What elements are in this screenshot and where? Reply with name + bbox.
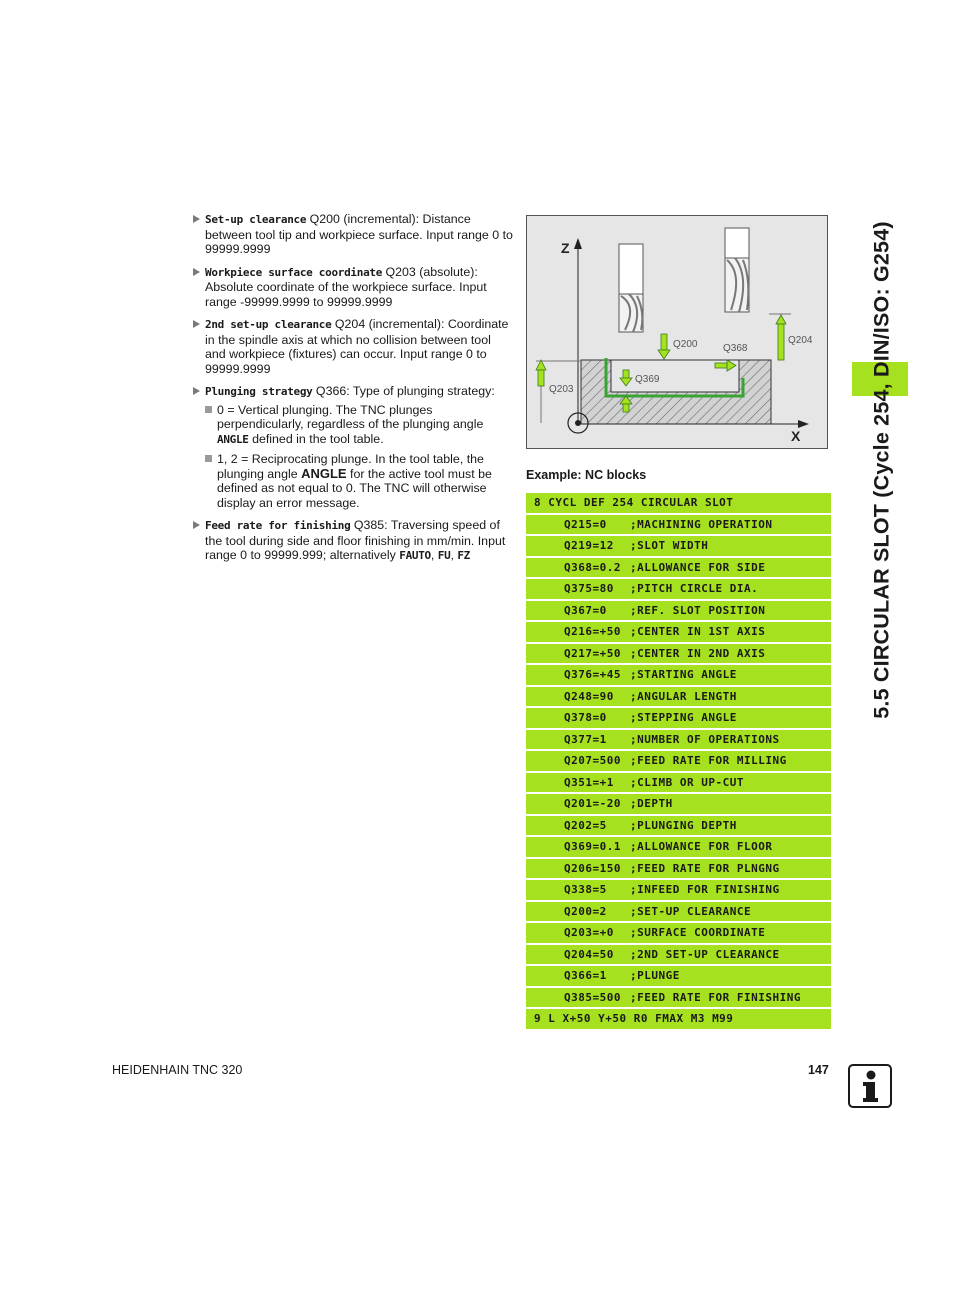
nc-row [526,751,831,771]
nc-comment: ;STEPPING ANGLE [630,711,737,724]
q204-label: Q204 [788,335,813,346]
nc-row [526,988,831,1008]
nc-param: Q200=2 [564,904,607,918]
param-description: Q204 (incremental): Coordinate in the spindle axis at which no collision between tool and workpiece (fixtures) can occur. Input range 0 to 99999.9999 [205,317,509,376]
sub-item-text: for the active tool must be defined as not equal to 0. The TNC will otherwise display an error message. [217,466,492,510]
nc-param: Q338=5 [564,883,607,896]
param-item-q366 [193,384,513,400]
param-description: Q385: Traversing speed of the tool during side and floor finishing in mm/min. Input range 0 to 99999.999; alternatively [205,518,506,562]
nc-row-first [526,493,831,513]
param-item-q203 [193,265,513,310]
nc-row [526,794,831,814]
triangle-bullet-icon [193,320,200,328]
nc-comment: ;ANGULAR LENGTH [630,689,737,703]
nc-row-last [526,1009,831,1029]
sub-item-text: 1, 2 = Reciprocating plunge. In the tool table, the plunging angle [217,452,484,481]
param-description: Q366: Type of plunging strategy: [312,384,495,398]
nc-param: Q202=5 [564,818,607,832]
nc-line: 8 CYCL DEF 254 CIRCULAR SLOT [534,496,734,509]
separator: , [450,548,458,562]
info-icon [848,1064,892,1108]
param-item-q204 [193,317,513,376]
square-bullet-icon [205,406,212,413]
nc-row [526,687,831,707]
nc-comment: ;FEED RATE FOR FINISHING [630,990,801,1004]
param-code-fu: FU [437,549,451,562]
param-code: 2nd set-up clearance [205,318,332,331]
nc-comment: ;CENTER IN 1ST AXIS [630,625,766,638]
param-code: Feed rate for finishing [205,519,351,532]
nc-comment: ;SLOT WIDTH [630,539,709,552]
nc-row-list [526,515,831,1008]
nc-param: Q367=0 [564,603,607,617]
example-title: Example: NC blocks [526,468,647,482]
diagram-svg [527,216,829,450]
sub-item-reciprocating-plunge [205,452,513,510]
nc-param: Q377=1 [564,732,607,746]
nc-row [526,880,831,900]
q368-label: Q368 [723,343,748,354]
nc-comment: ;ALLOWANCE FOR SIDE [630,560,766,574]
param-item-q200 [193,212,513,257]
nc-comment: ;REF. SLOT POSITION [630,603,766,617]
sub-item-vertical-plunge [205,403,513,448]
nc-comment: ;CENTER IN 2ND AXIS [630,646,766,660]
separator: , [430,548,438,562]
nc-param: Q203=+0 [564,926,614,939]
q200-arrow-icon [658,350,670,359]
nc-param: Q366=1 [564,969,607,982]
nc-row [526,945,831,965]
nc-param: Q385=500 [564,990,621,1004]
nc-block-table [526,493,831,1031]
triangle-bullet-icon [193,268,200,276]
triangle-bullet-icon [193,387,200,395]
nc-comment: ;SURFACE COORDINATE [630,926,766,939]
nc-param: Q368=0.2 [564,560,621,574]
nc-param: Q375=80 [564,582,614,595]
nc-row [526,579,831,599]
x-axis-arrow-icon [798,420,809,428]
nc-row [526,558,831,578]
nc-row [526,902,831,922]
nc-param: Q369=0.1 [564,840,621,853]
nc-param: Q248=90 [564,689,614,703]
nc-comment: ;NUMBER OF OPERATIONS [630,732,780,746]
param-description: Q203 (absolute): Absolute coordinate of the workpiece surface. Input range -99999.9999 to 99999.9999 [205,264,487,309]
cycle-diagram [526,215,828,449]
nc-param: Q215=0 [564,517,607,531]
nc-comment: ;PITCH CIRCLE DIA. [630,582,759,595]
sub-item-text: defined in the tool table. [248,431,384,446]
sub-item-text: 0 = Vertical plunging. The TNC plunges perpendicularly, regardless of the plunging angle [217,402,484,431]
nc-row [526,601,831,621]
triangle-bullet-icon [193,215,200,223]
x-axis-label: X [791,428,801,444]
nc-comment: ;ALLOWANCE FOR FLOOR [630,840,773,853]
nc-row [526,837,831,857]
milling-tool-left-icon [619,244,643,332]
nc-row [526,816,831,836]
param-description: Q200 (incremental): Distance between tool tip and workpiece surface. Input range 0 to 99999.9999 [205,212,513,256]
triangle-bullet-icon [193,521,200,529]
q369-label: Q369 [635,374,660,385]
section-title-vertical [862,210,902,730]
nc-row [526,773,831,793]
nc-row [526,622,831,642]
param-item-q385 [193,518,513,564]
sub-item-bold: ANGLE [301,465,347,481]
param-code: Plunging strategy [205,385,313,398]
nc-row [526,644,831,664]
nc-row [526,859,831,879]
nc-row [526,966,831,986]
nc-comment: ;PLUNGE [630,969,680,982]
nc-param: Q204=50 [564,947,614,961]
nc-param: Q378=0 [564,711,607,724]
nc-row [526,708,831,728]
square-bullet-icon [205,455,212,462]
nc-param: Q216=+50 [564,625,621,638]
nc-param: Q219=12 [564,539,614,552]
nc-comment: ;DEPTH [630,797,673,810]
nc-param: Q376=+45 [564,668,621,681]
nc-line: 9 L X+50 Y+50 R0 FMAX M3 M99 [534,1012,734,1025]
param-code-fauto: FAUTO [399,549,431,562]
nc-param: Q201=-20 [564,797,621,810]
nc-row [526,536,831,556]
nc-comment: ;INFEED FOR FINISHING [630,883,780,896]
nc-param: Q206=150 [564,861,621,875]
nc-param: Q351=+1 [564,775,614,789]
nc-param: Q207=500 [564,754,621,767]
nc-row [526,665,831,685]
nc-comment: ;PLUNGING DEPTH [630,818,737,832]
param-code-fz: FZ [457,549,470,562]
q204-arrow-icon [776,315,786,324]
nc-row [526,730,831,750]
param-code: Set-up clearance [205,213,307,226]
nc-comment: ;FEED RATE FOR MILLING [630,754,787,767]
z-axis-label: Z [561,240,570,256]
q203-label: Q203 [549,384,574,395]
section-title-text: 5.5 CIRCULAR SLOT (Cycle 254, DIN/ISO: G254) [869,221,894,719]
nc-comment: ;FEED RATE FOR PLNGNG [630,861,780,875]
nc-row [526,923,831,943]
nc-comment: ;SET-UP CLEARANCE [630,904,752,918]
sub-item-code: ANGLE [217,432,249,446]
nc-comment: ;STARTING ANGLE [630,668,737,681]
page-number: 147 [808,1063,829,1077]
parameter-list [193,212,513,572]
milling-tool-right-icon [725,228,749,312]
nc-comment: ;CLIMB OR UP-CUT [630,775,744,789]
footer-product: HEIDENHAIN TNC 320 [112,1063,243,1077]
nc-comment: ;MACHINING OPERATION [630,517,773,531]
z-axis-arrow-icon [574,238,582,249]
nc-param: Q217=+50 [564,646,621,660]
param-code: Workpiece surface coordinate [205,265,383,279]
q200-label: Q200 [673,339,698,350]
nc-comment: ;2ND SET-UP CLEARANCE [630,947,780,961]
nc-row [526,515,831,535]
